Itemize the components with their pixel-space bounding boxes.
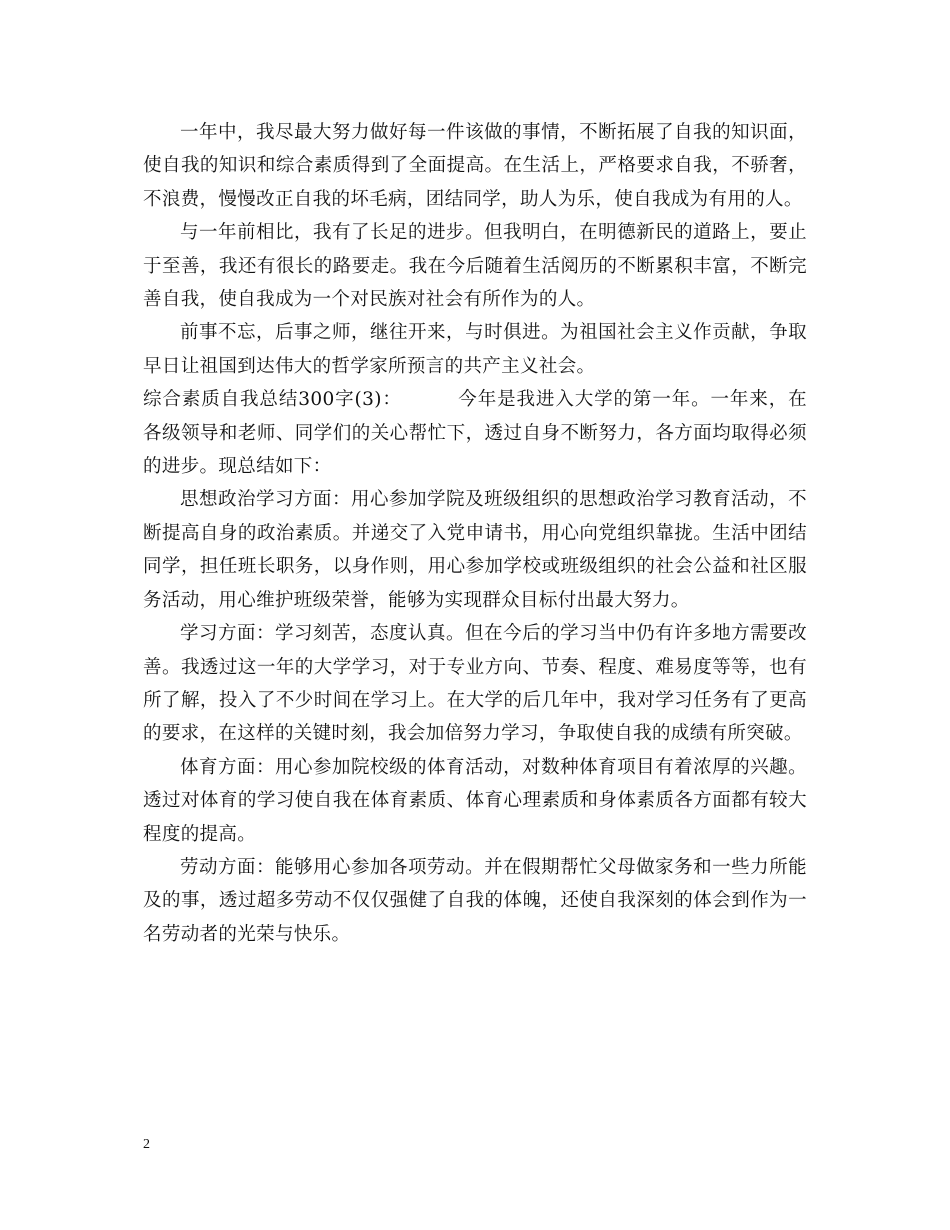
- paragraph-1: 一年中，我尽最大努力做好每一件该做的事情，不断拓展了自我的知识面，使自我的知识和综合素质得到了全面提高。在生活上，严格要求自我，不骄奢，不浪费，慢慢改正自我的坏毛病，团结同学，助人为乐，使自我成为有用的人。: [143, 122, 807, 210]
- paragraph-labor: 劳动方面：能够用心参加各项劳动。并在假期帮忙父母做家务和一些力所能及的事，透过超多劳动不仅仅强健了自我的体魄，还使自我深刻的体会到作为一名劳动者的光荣与快乐。: [143, 856, 807, 945]
- section-intro: 今年是我进入大学的第一年。一年来，在各级领导和老师、同学们的关心帮忙下，透过自身不断努力，各方面均取得必须的进步。现总结如下：: [143, 389, 807, 478]
- section-heading-paragraph: [143, 383, 807, 483]
- section-heading: 综合素质自我总结300字(3)：: [143, 389, 402, 411]
- document-page: [143, 116, 807, 951]
- page-number: 2: [143, 1137, 150, 1152]
- paragraph-3: 前事不忘，后事之师，继往开来，与时俱进。为祖国社会主义作贡献，争取早日让祖国到达伟大的哲学家所预言的共产主义社会。: [143, 322, 807, 377]
- paragraph-politics: 思想政治学习方面：用心参加学院及班级组织的思想政治学习教育活动，不断提高自身的政治素质。并递交了入党申请书，用心向党组织靠拢。生活中团结同学，担任班长职务，以身作则，用心参加学校或班级组织的社会公益和社区服务活动，用心维护班级荣誉，能够为实现群众目标付出最大努力。: [143, 489, 807, 611]
- paragraph-2: 与一年前相比，我有了长足的进步。但我明白，在明德新民的道路上，要止于至善，我还有很长的路要走。我在今后随着生活阅历的不断累积丰富，不断完善自我，使自我成为一个对民族对社会有所作为的人。: [143, 222, 807, 311]
- paragraph-study: 学习方面：学习刻苦，态度认真。但在今后的学习当中仍有许多地方需要改善。我透过这一年的大学学习，对于专业方向、节奏、程度、难易度等等，也有所了解，投入了不少时间在学习上。在大学的后几年中，我对学习任务有了更高的要求，在这样的关键时刻，我会加倍努力学习，争取使自我的成绩有所突破。: [143, 623, 807, 745]
- paragraph-sports: 体育方面：用心参加院校级的体育活动，对数种体育项目有着浓厚的兴趣。透过对体育的学习使自我在体育素质、体育心理素质和身体素质各方面都有较大程度的提高。: [143, 756, 807, 845]
